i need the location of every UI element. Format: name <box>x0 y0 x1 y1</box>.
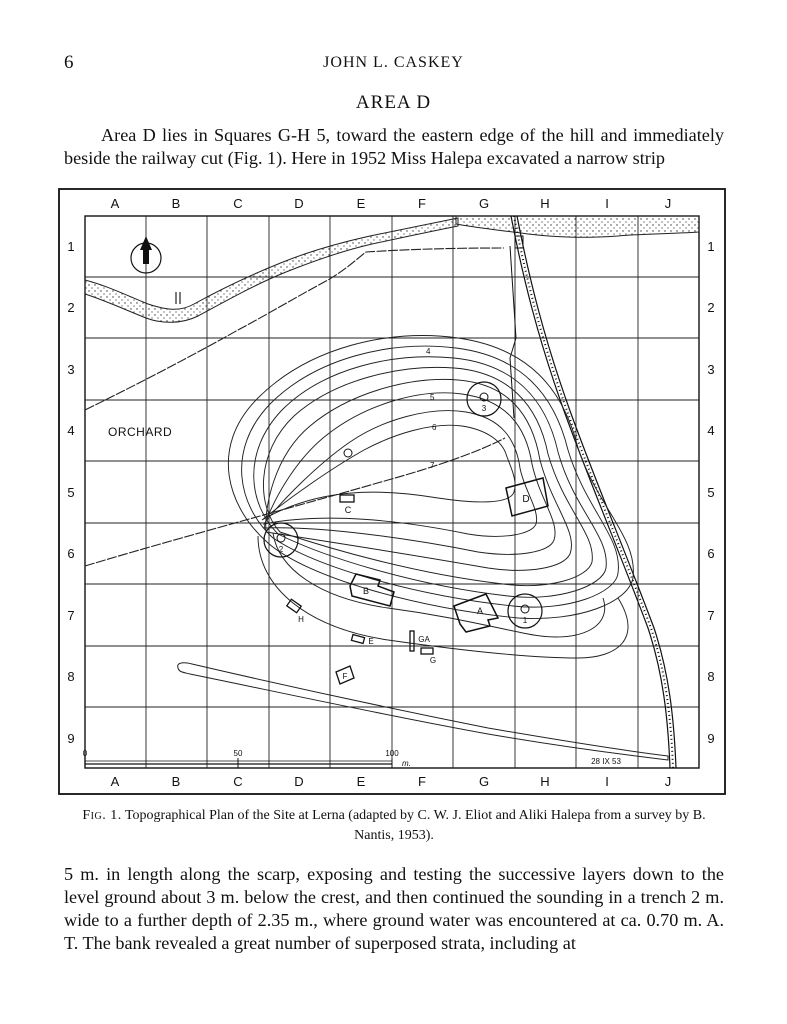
circle-label: 3 <box>481 404 487 413</box>
area-h <box>287 599 304 624</box>
sounding-circle-1 <box>508 594 542 628</box>
col-label: I <box>605 196 609 211</box>
col-label: D <box>294 774 304 789</box>
area-label: G <box>429 656 437 665</box>
figure-caption <box>70 806 718 846</box>
scale-end: 100 <box>385 749 399 758</box>
row-label: 9 <box>707 731 715 746</box>
col-label: B <box>171 774 181 789</box>
paragraph-1: Area D lies in Squares G-H 5, toward the eastern edge of the hill and immediately beside the railway cut (Fig. 1). Here in 1952 Miss Halepa excavated a narrow strip <box>64 125 724 168</box>
row-label: 7 <box>67 608 75 623</box>
row-label: 7 <box>707 608 715 623</box>
area-e <box>351 635 373 646</box>
sea-shore <box>456 216 699 237</box>
contour-label: 5 <box>430 393 435 402</box>
contour-label: 7 <box>430 461 435 470</box>
row-label: 1 <box>707 239 715 254</box>
area-label: C <box>344 505 352 515</box>
area-label: B <box>362 586 370 596</box>
col-label: J <box>664 196 672 211</box>
col-label: E <box>356 196 366 211</box>
col-label: C <box>233 774 243 789</box>
row-label: 5 <box>707 485 715 500</box>
contour-lines <box>228 336 633 659</box>
area-label: A <box>476 606 484 616</box>
section-title: AREA D <box>355 92 432 113</box>
col-label: J <box>664 774 672 789</box>
row-label: 9 <box>67 731 75 746</box>
row-label: 3 <box>707 362 715 377</box>
row-label: 4 <box>67 423 75 438</box>
paragraph-2: 5 m. in length along the scarp, exposing and testing the successive layers down to the level ground about 3 m. below the crest, and then continued the sounding in a trench 2 m. wide to a further depth of 2.35 m., where ground water was encountered at ca. 0.70 m. A. T. The bank revealed a great number of superposed strata, including at <box>64 864 724 953</box>
survey-point <box>344 449 352 457</box>
row-label: 2 <box>707 300 715 315</box>
running-head: JOHN L. CASKEY <box>323 54 464 71</box>
column-labels-bottom <box>111 774 672 789</box>
area-f <box>336 666 354 684</box>
caption-label: Fig. 1. <box>82 808 122 823</box>
field-boundary <box>85 438 505 566</box>
row-labels-right <box>707 239 714 746</box>
col-label: E <box>356 774 366 789</box>
col-label: G <box>478 196 490 211</box>
col-label: A <box>110 196 120 211</box>
lower-bank <box>178 663 668 760</box>
area-d <box>506 478 548 516</box>
contour-labels <box>426 347 437 470</box>
row-label: 6 <box>67 546 75 561</box>
col-label: H <box>540 196 550 211</box>
railway <box>510 216 676 768</box>
column-labels-top <box>111 196 672 211</box>
page-number: 6 <box>64 52 74 73</box>
col-label: B <box>171 196 181 211</box>
page-header <box>0 52 787 76</box>
row-label: 8 <box>67 669 75 684</box>
row-label: 8 <box>707 669 715 684</box>
circle-label: 2 <box>278 545 284 554</box>
row-label: 6 <box>707 546 715 561</box>
date-mark: 28 IX 53 <box>591 757 621 766</box>
col-label: F <box>418 774 426 789</box>
scale-start: 0 <box>82 749 88 758</box>
area-label: F <box>342 672 348 681</box>
stream-marsh <box>85 218 458 322</box>
col-label: G <box>478 774 490 789</box>
row-label: 4 <box>707 423 715 438</box>
col-label: H <box>540 774 550 789</box>
area-g <box>421 648 436 665</box>
col-label: C <box>233 196 243 211</box>
col-label: F <box>418 196 426 211</box>
col-label: A <box>110 774 120 789</box>
scale-unit: m. <box>402 759 411 768</box>
area-label: GA <box>418 635 430 644</box>
col-label: D <box>294 196 304 211</box>
row-label: 2 <box>67 300 75 315</box>
contour-label: 6 <box>432 423 437 432</box>
row-label: 5 <box>67 485 75 500</box>
row-label: 3 <box>67 362 75 377</box>
area-label: H <box>298 615 304 624</box>
circle-label: 1 <box>522 616 528 625</box>
area-label: D <box>522 494 530 505</box>
site-plan-figure <box>58 188 726 796</box>
scale-mid: 50 <box>233 749 243 758</box>
row-label: 1 <box>67 239 75 254</box>
scale-bar <box>83 749 411 768</box>
area-label: E <box>368 637 374 646</box>
area-c <box>340 495 354 515</box>
grid-lines <box>82 216 699 768</box>
orchard-label: ORCHARD <box>108 425 173 439</box>
contour-label: 4 <box>426 347 431 356</box>
row-labels-left <box>67 239 74 746</box>
topographical-plan <box>58 188 726 796</box>
col-label: I <box>605 774 609 789</box>
caption-text: Topographical Plan of the Site at Lerna (adapted by C. W. J. Eliot and Aliki Halepa from a survey by B. Nantis, 1953). <box>124 808 706 843</box>
